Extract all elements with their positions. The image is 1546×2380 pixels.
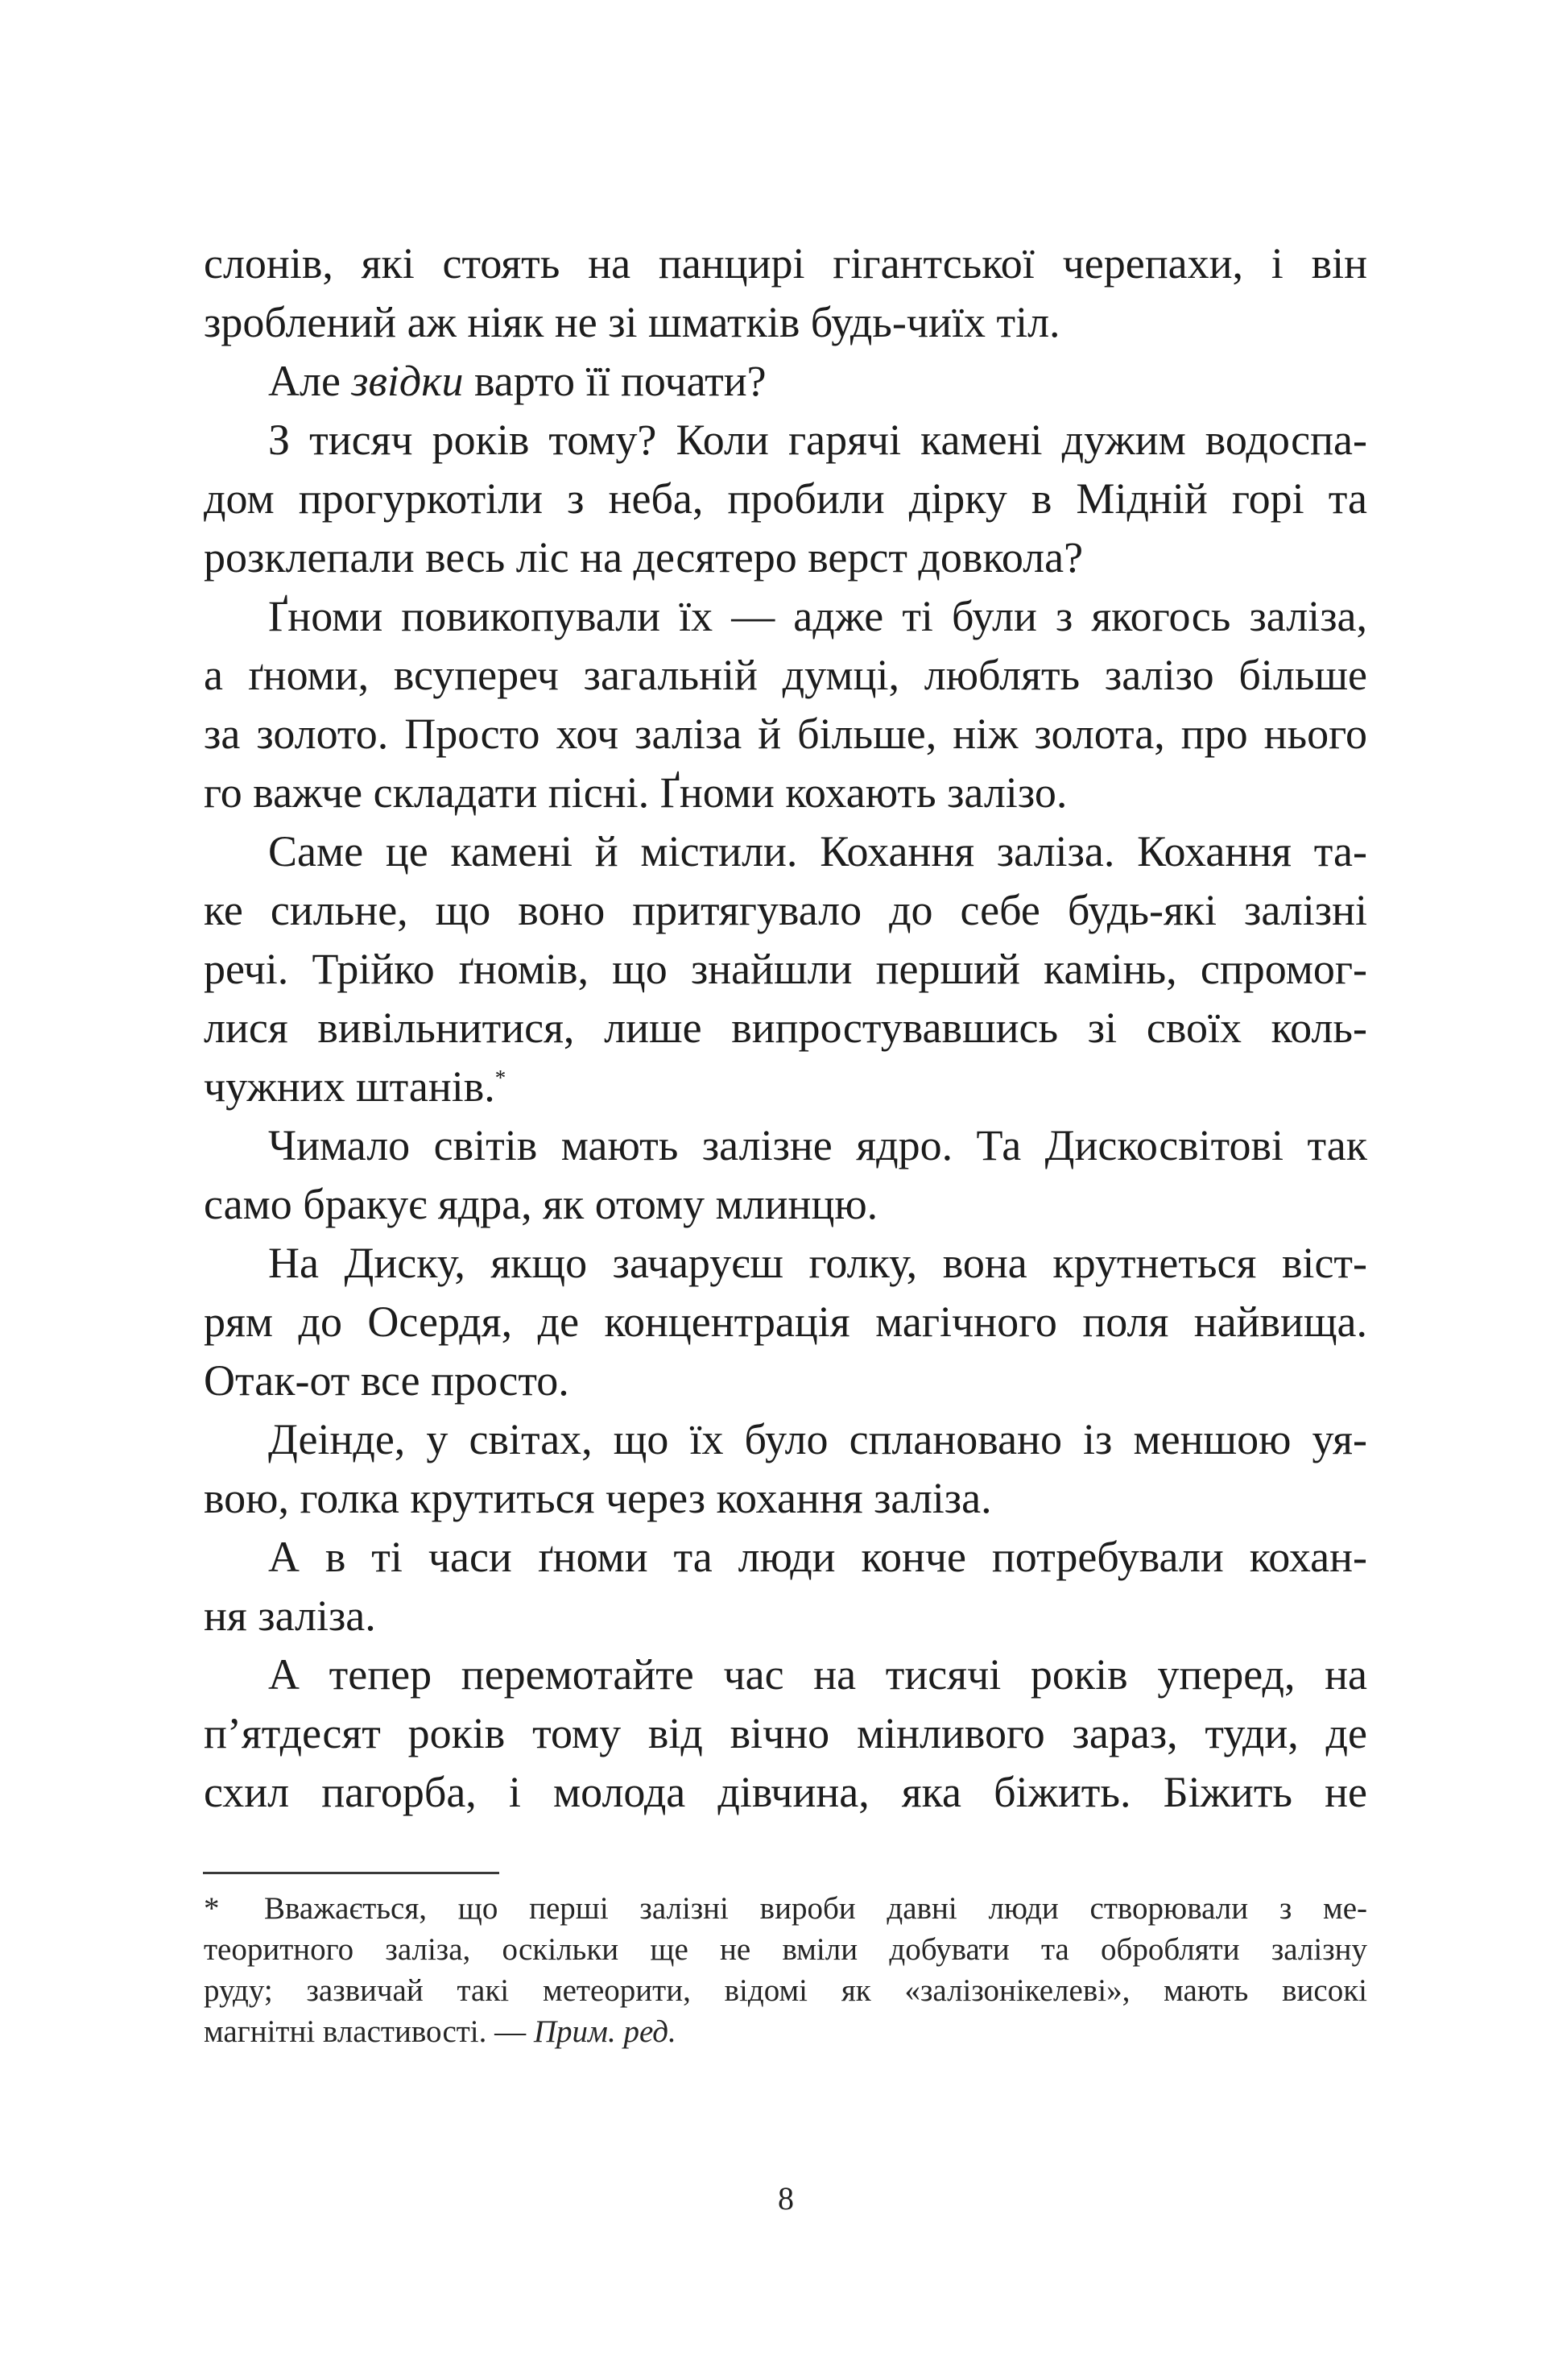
text-run: лися вивільнитися, лише випростувавшись зі своїх коль-: [204, 1004, 1367, 1052]
text-line: [204, 1763, 1367, 1822]
text-line: [204, 1704, 1367, 1763]
footnote-divider: [203, 1872, 499, 1874]
text-line: [204, 999, 1367, 1058]
text-line: [204, 881, 1367, 940]
text-line: [204, 528, 1367, 587]
footnote-line: [204, 1929, 1367, 1971]
text-run: дом прогуркотіли з неба, пробили дірку в Мідній горі та: [204, 474, 1367, 523]
text-line: [204, 764, 1367, 822]
text-run: розклепали весь ліс на десятеро верст довкола?: [204, 533, 1084, 582]
text-run: З тисяч років тому? Коли гарячі камені дужим водоспа-: [268, 416, 1367, 464]
footnote-reference: *: [494, 1065, 506, 1090]
page-number: 8: [778, 2180, 794, 2217]
footnote-line: [204, 1970, 1367, 2012]
text-line: [204, 1587, 1367, 1645]
text-run: На Диску, якщо зачаруєш голку, вона крутнеться віст-: [268, 1239, 1367, 1287]
text-line: [204, 293, 1367, 352]
text-line: [204, 1058, 1367, 1116]
text-run: ке сильне, що воно притягувало до себе будь-які залізні: [204, 886, 1367, 934]
text-line: [204, 1116, 1367, 1175]
text-run: вою, голка крутиться через кохання заліза.: [204, 1474, 992, 1522]
text-run: А в ті часи ґноми та люди конче потребували кохан-: [268, 1533, 1367, 1581]
text-line: [204, 940, 1367, 999]
text-run: Отак-от все просто.: [204, 1356, 569, 1405]
emphasis-text: Прим. ред.: [533, 2014, 676, 2049]
text-line: [204, 1528, 1367, 1587]
footnote-line: [204, 2011, 1367, 2053]
footnote-line: [204, 1888, 1367, 1930]
text-run: Вважається, що перші залізні вироби давні люди створювали з ме-: [264, 1891, 1367, 1926]
text-run: Чимало світів мають залізне ядро. Та Дискосвітові так: [268, 1121, 1367, 1169]
emphasis-text: звідки: [351, 357, 464, 405]
text-run: схил пагорба, і молода дівчина, яка біжить. Біжить не: [204, 1768, 1367, 1816]
text-line: [204, 470, 1367, 528]
text-run: а ґноми, всупереч загальній думці, люблять залізо більше: [204, 651, 1367, 699]
text-line: [204, 1351, 1367, 1410]
text-run: само бракує ядра, як отому млинцю.: [204, 1180, 878, 1228]
text-line: [204, 822, 1367, 881]
text-line: [204, 1234, 1367, 1293]
text-run: магнітні властивості. —: [204, 2014, 534, 2049]
text-run: речі. Трійко ґномів, що знайшли перший камінь, спромог-: [204, 945, 1367, 993]
text-line: [204, 352, 1367, 411]
text-run: рям до Осердя, де концентрація магічного поля найвища.: [204, 1298, 1367, 1346]
text-line: [204, 411, 1367, 470]
text-line: [204, 587, 1367, 646]
text-run: чужних штанів.: [204, 1062, 495, 1111]
text-run: А тепер перемотайте час на тисячі років уперед, на: [268, 1650, 1367, 1699]
text-line: [204, 1293, 1367, 1351]
text-run: Саме це камені й містили. Кохання заліза. Кохання та-: [268, 827, 1367, 875]
text-run: Деінде, у світах, що їх було сплановано із меншою уя-: [268, 1415, 1367, 1463]
text-run: за золото. Просто хоч заліза й більше, ніж золота, про нього: [204, 710, 1367, 758]
text-line: [204, 1410, 1367, 1469]
text-run: го важче складати пісні. Ґноми кохають залізо.: [204, 768, 1068, 817]
text-run: зроблений аж ніяк не зі шматків будь-чиїх тіл.: [204, 298, 1060, 346]
text-run: руду; зазвичай такі метеорити, відомі як «залізонікелеві», мають високі: [204, 1973, 1367, 2008]
text-run: Але: [268, 357, 352, 405]
footnote-marker: *: [204, 1891, 220, 1926]
text-run: варто її почати?: [463, 357, 767, 405]
text-line: [204, 234, 1367, 293]
text-line: [204, 646, 1367, 705]
text-run: п’ятдесят років тому від вічно мінливого зараз, туди, де: [204, 1709, 1367, 1757]
text-line: [204, 705, 1367, 764]
text-run: ня заліза.: [204, 1591, 376, 1640]
text-run: Ґноми повикопували їх — адже ті були з якогось заліза,: [268, 592, 1367, 640]
text-line: [204, 1175, 1367, 1234]
text-run: теоритного заліза, оскільки ще не вміли добувати та обробляти залізну: [204, 1932, 1367, 1967]
text-line: [204, 1469, 1367, 1528]
text-run: слонів, які стоять на панцирі гігантської черепахи, і він: [204, 239, 1367, 288]
text-line: [204, 1645, 1367, 1704]
